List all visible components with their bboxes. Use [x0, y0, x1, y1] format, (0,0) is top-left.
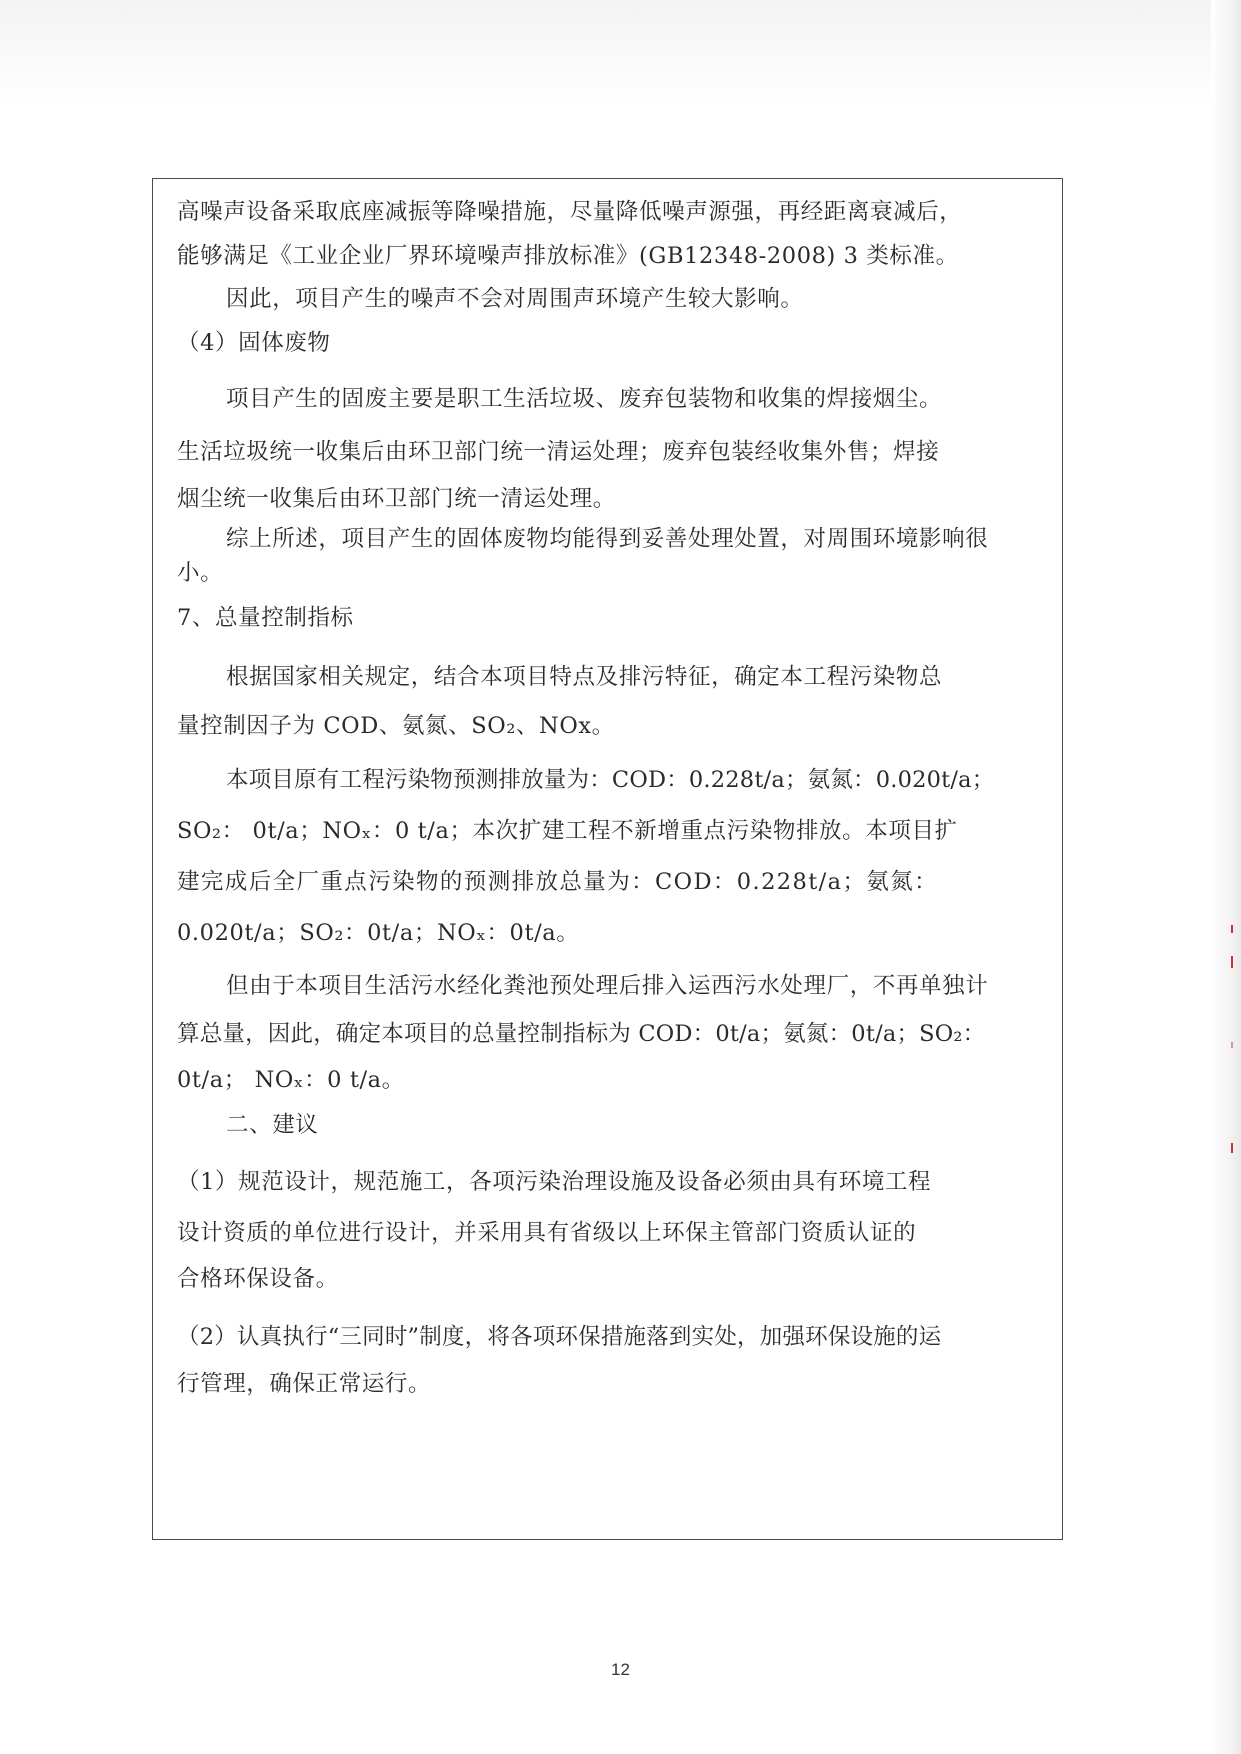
text-line-13: 本项目原有工程污染物预测排放量为：COD：0.228t/a；氨氮：0.020t/a；: [226, 767, 995, 793]
section-heading-total-control: 7、总量控制指标: [177, 605, 354, 631]
text-line-21: （1）规范设计，规范施工，各项污染治理设施及设备必须由具有环境工程: [177, 1169, 932, 1195]
text-line-8: 综上所述，项目产生的固体废物均能得到妥善处理处置，对周围环境影响很: [226, 526, 989, 552]
text-line-2: 能够满足《工业企业厂界环境噪声排放标准》(GB12348-2008) 3 类标准。: [177, 243, 959, 269]
text-line-5: 项目产生的固废主要是职工生活垃圾、废弃包装物和收集的焊接烟尘。: [226, 386, 943, 412]
text-line-12: 量控制因子为 COD、氨氮、SO₂、NOx。: [177, 713, 615, 739]
section-heading-suggestions: 二、建议: [226, 1112, 319, 1138]
edge-mark: [1231, 1143, 1233, 1153]
text-line-25: 行管理，确保正常运行。: [177, 1371, 432, 1397]
text-line-1: 高噪声设备采取底座减振等降噪措施，尽量降低噪声源强，再经距离衰减后，: [177, 199, 963, 225]
edge-mark: [1231, 956, 1233, 968]
text-line-23: 合格环保设备。: [177, 1266, 339, 1292]
text-line-24: （2）认真执行“三同时”制度，将各项环保措施落到实处，加强环保设施的运: [177, 1324, 942, 1350]
text-line-9: 小。: [177, 560, 224, 586]
text-line-14: SO₂： 0t/a；NOₓ：0 t/a；本次扩建工程不新增重点污染物排放。本项目扩: [177, 818, 958, 844]
text-line-6: 生活垃圾统一收集后由环卫部门统一清运处理；废弃包装经收集外售；焊接: [177, 439, 940, 465]
text-line-16: 0.020t/a；SO₂：0t/a；NOₓ：0t/a。: [177, 920, 580, 946]
text-line-7: 烟尘统一收集后由环卫部门统一清运处理。: [177, 486, 616, 512]
text-line-3: 因此，项目产生的噪声不会对周围声环境产生较大影响。: [226, 286, 804, 312]
scan-shadow: [0, 0, 1241, 110]
edge-mark: [1231, 1042, 1233, 1048]
text-line-19: 0t/a； NOₓ：0 t/a。: [177, 1067, 405, 1093]
section-heading-solid-waste: （4）固体废物: [177, 330, 331, 356]
text-line-17: 但由于本项目生活污水经化粪池预处理后排入运西污水处理厂，不再单独计: [226, 973, 989, 999]
text-line-11: 根据国家相关规定，结合本项目特点及排污特征，确定本工程污染物总: [226, 664, 943, 690]
scan-edge: [1211, 0, 1241, 1754]
page-number: 12: [611, 1660, 630, 1679]
edge-mark: [1231, 925, 1233, 933]
text-line-22: 设计资质的单位进行设计，并采用具有省级以上环保主管部门资质认证的: [177, 1220, 917, 1246]
text-line-15: 建完成后全厂重点污染物的预测排放总量为：COD：0.228t/a；氨氮：: [177, 869, 939, 895]
text-line-18: 算总量，因此，确定本项目的总量控制指标为 COD：0t/a；氨氮：0t/a；SO₂：: [177, 1021, 986, 1047]
